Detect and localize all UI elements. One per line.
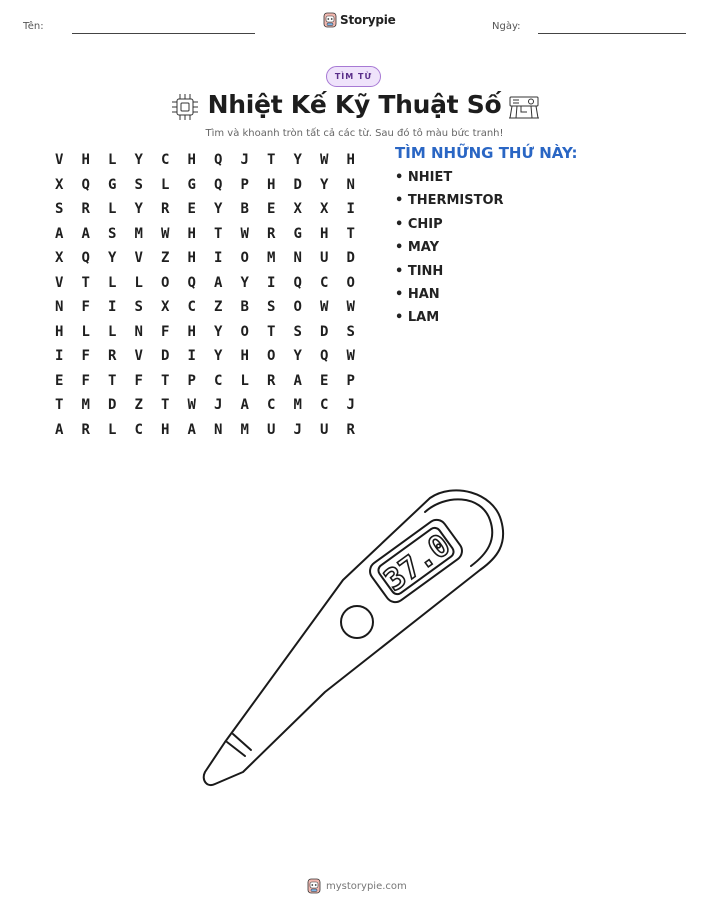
grid-letter[interactable]: J [240,152,249,169]
grid-letter[interactable]: L [161,176,170,193]
grid-row [46,418,364,443]
grid-letter[interactable]: Q [187,274,196,291]
grid-letter[interactable]: A [55,225,64,242]
grid-letter[interactable]: I [55,348,64,365]
footer [307,878,407,894]
grid-letter[interactable]: L [108,274,117,291]
grid-letter[interactable]: Y [108,250,117,267]
footer-site: mystorypie.com [326,880,407,892]
grid-letter[interactable]: H [187,323,196,340]
grid-letter[interactable]: T [161,397,170,414]
grid-letter[interactable]: X [55,176,64,193]
grid-letter[interactable]: I [108,299,117,316]
grid-letter[interactable]: A [240,397,249,414]
grid-row [46,173,364,198]
grid-letter[interactable]: B [240,201,249,218]
grid-letter[interactable]: Z [161,250,170,267]
mascot-icon [323,12,337,28]
grid-letter[interactable]: X [320,201,329,218]
grid-row [46,344,364,369]
grid-letter[interactable]: T [214,225,223,242]
grid-letter[interactable]: Y [214,201,223,218]
grid-letter[interactable]: T [346,225,355,242]
word-list-item: • THERMISTOR [395,193,504,216]
grid-letter[interactable]: P [187,372,196,389]
date-label: Ngày: [492,21,521,32]
grid-row [46,369,364,394]
word-list-item: • LAM [395,310,504,333]
grid-letter[interactable]: I [267,274,276,291]
grid-letter[interactable]: C [320,397,329,414]
word-list-item: • HAN [395,287,504,310]
grid-letter[interactable]: W [240,225,249,242]
grid-letter[interactable]: O [293,299,302,316]
grid-letter[interactable]: R [267,225,276,242]
grid-letter[interactable]: D [108,397,117,414]
grid-letter[interactable]: S [134,299,143,316]
instructions: Tìm và khoanh tròn tất cả các từ. Sau đó tô màu bức tranh! [205,128,504,139]
grid-letter[interactable]: T [108,372,117,389]
grid-letter[interactable]: Y [293,348,302,365]
grid-letter[interactable]: R [161,201,170,218]
grid-letter[interactable]: Y [134,152,143,169]
grid-letter[interactable]: H [81,152,90,169]
grid-letter[interactable]: Y [320,176,329,193]
grid-letter[interactable]: Q [81,176,90,193]
grid-letter[interactable]: T [267,152,276,169]
grid-row [46,393,364,418]
grid-letter[interactable]: H [187,250,196,267]
grid-letter[interactable]: W [320,152,329,169]
grid-letter[interactable]: M [240,421,249,438]
grid-letter[interactable]: O [240,323,249,340]
grid-letter[interactable]: N [55,299,64,316]
grid-letter[interactable]: N [134,323,143,340]
grid-row [46,271,364,296]
grid-letter[interactable]: L [81,323,90,340]
grid-letter[interactable]: C [320,274,329,291]
grid-letter[interactable]: Y [214,348,223,365]
grid-letter[interactable]: F [81,372,90,389]
soldering-station-icon [507,92,541,122]
grid-letter[interactable]: Y [240,274,249,291]
grid-letter[interactable]: M [267,250,276,267]
grid-letter[interactable]: N [293,250,302,267]
brand-name: Storypie [340,13,396,27]
grid-letter[interactable]: R [108,348,117,365]
grid-letter[interactable]: C [267,397,276,414]
grid-letter[interactable]: F [81,299,90,316]
grid-letter[interactable]: W [346,348,355,365]
name-line[interactable] [72,33,255,34]
grid-letter[interactable]: V [134,250,143,267]
grid-letter[interactable]: O [346,274,355,291]
grid-row [46,246,364,271]
grid-letter[interactable]: Q [293,274,302,291]
grid-letter[interactable]: Y [214,323,223,340]
grid-letter[interactable]: L [108,152,117,169]
grid-letter[interactable]: H [346,152,355,169]
name-label: Tên: [23,21,44,32]
grid-letter[interactable]: D [346,250,355,267]
display-reading: 37.0 [377,527,457,599]
grid-letter[interactable]: W [161,225,170,242]
grid-letter[interactable]: A [55,421,64,438]
grid-letter[interactable]: G [108,176,117,193]
grid-letter[interactable]: H [187,152,196,169]
grid-letter[interactable]: A [214,274,223,291]
word-list-item: • CHIP [395,217,504,240]
grid-letter[interactable]: L [108,201,117,218]
grid-letter[interactable]: I [187,348,196,365]
grid-letter[interactable]: S [55,201,64,218]
grid-letter[interactable]: S [346,323,355,340]
grid-letter[interactable]: E [267,201,276,218]
grid-letter[interactable]: B [240,299,249,316]
grid-letter[interactable]: L [108,323,117,340]
grid-letter[interactable]: M [134,225,143,242]
grid-letter[interactable]: F [134,372,143,389]
grid-letter[interactable]: H [320,225,329,242]
grid-letter[interactable]: Q [320,348,329,365]
grid-letter[interactable]: E [55,372,64,389]
grid-letter[interactable]: X [161,299,170,316]
grid-letter[interactable]: P [346,372,355,389]
grid-letter[interactable]: R [81,421,90,438]
grid-letter[interactable]: H [267,176,276,193]
grid-letter[interactable]: Q [214,176,223,193]
grid-letter[interactable]: G [293,225,302,242]
grid-letter[interactable]: L [240,372,249,389]
grid-letter[interactable]: C [187,299,196,316]
grid-letter[interactable]: H [161,421,170,438]
activity-badge: TÌM TỪ [326,66,381,87]
grid-letter[interactable]: O [240,250,249,267]
grid-letter[interactable]: S [134,176,143,193]
grid-letter[interactable]: U [267,421,276,438]
grid-letter[interactable]: L [108,421,117,438]
grid-letter[interactable]: F [161,323,170,340]
grid-letter[interactable]: Q [214,152,223,169]
grid-letter[interactable]: M [293,397,302,414]
grid-letter[interactable]: V [134,348,143,365]
digital-thermometer-icon [195,480,515,800]
grid-letter[interactable]: E [320,372,329,389]
grid-letter[interactable]: S [267,299,276,316]
grid-letter[interactable]: M [81,397,90,414]
grid-letter[interactable]: S [293,323,302,340]
grid-letter[interactable]: I [346,201,355,218]
grid-letter[interactable]: P [240,176,249,193]
grid-letter[interactable]: I [214,250,223,267]
grid-letter[interactable]: T [55,397,64,414]
grid-letter[interactable]: O [161,274,170,291]
grid-letter[interactable]: J [346,397,355,414]
grid-letter[interactable]: H [187,225,196,242]
word-search-grid [46,148,364,442]
grid-letter[interactable]: N [214,421,223,438]
date-line[interactable] [538,33,686,34]
grid-letter[interactable]: A [81,225,90,242]
grid-letter[interactable]: Y [293,152,302,169]
grid-letter[interactable]: S [108,225,117,242]
page-title: Nhiệt Kế Kỹ Thuật Số [207,90,502,119]
grid-letter[interactable]: F [81,348,90,365]
grid-row [46,197,364,222]
grid-letter[interactable]: W [187,397,196,414]
grid-letter[interactable]: Y [134,201,143,218]
grid-letter[interactable]: A [293,372,302,389]
grid-letter[interactable]: T [81,274,90,291]
word-list-item: • MAY [395,240,504,263]
grid-letter[interactable]: G [187,176,196,193]
grid-letter[interactable]: L [134,274,143,291]
grid-letter[interactable]: X [55,250,64,267]
word-list [395,170,504,334]
grid-letter[interactable]: D [161,348,170,365]
grid-letter[interactable]: C [214,372,223,389]
grid-row [46,148,364,173]
grid-letter[interactable]: C [134,421,143,438]
word-list-item: • NHIET [395,170,504,193]
word-list-item: • TINH [395,264,504,287]
grid-letter[interactable]: O [267,348,276,365]
grid-letter[interactable]: C [161,152,170,169]
grid-letter[interactable]: W [320,299,329,316]
grid-letter[interactable]: A [187,421,196,438]
grid-letter[interactable]: J [214,397,223,414]
grid-row [46,222,364,247]
grid-letter[interactable]: U [320,250,329,267]
grid-letter[interactable]: R [267,372,276,389]
brand-logo [323,12,396,28]
grid-letter[interactable]: Q [81,250,90,267]
grid-letter[interactable]: D [293,176,302,193]
grid-letter[interactable]: T [161,372,170,389]
grid-letter[interactable]: R [81,201,90,218]
grid-letter[interactable]: E [187,201,196,218]
grid-letter[interactable]: Z [134,397,143,414]
grid-letter[interactable]: N [346,176,355,193]
word-list-heading: TÌM NHỮNG THỨ NÀY: [395,144,578,162]
grid-letter[interactable]: U [320,421,329,438]
grid-letter[interactable]: X [293,201,302,218]
grid-letter[interactable]: R [346,421,355,438]
grid-letter[interactable]: H [240,348,249,365]
grid-letter[interactable]: T [267,323,276,340]
grid-letter[interactable]: W [346,299,355,316]
grid-row [46,295,364,320]
grid-letter[interactable]: V [55,274,64,291]
grid-letter[interactable]: H [55,323,64,340]
grid-letter[interactable]: J [293,421,302,438]
grid-letter[interactable]: V [55,152,64,169]
grid-letter[interactable]: Z [214,299,223,316]
grid-row [46,320,364,345]
grid-letter[interactable]: D [320,323,329,340]
mascot-icon [307,878,321,894]
